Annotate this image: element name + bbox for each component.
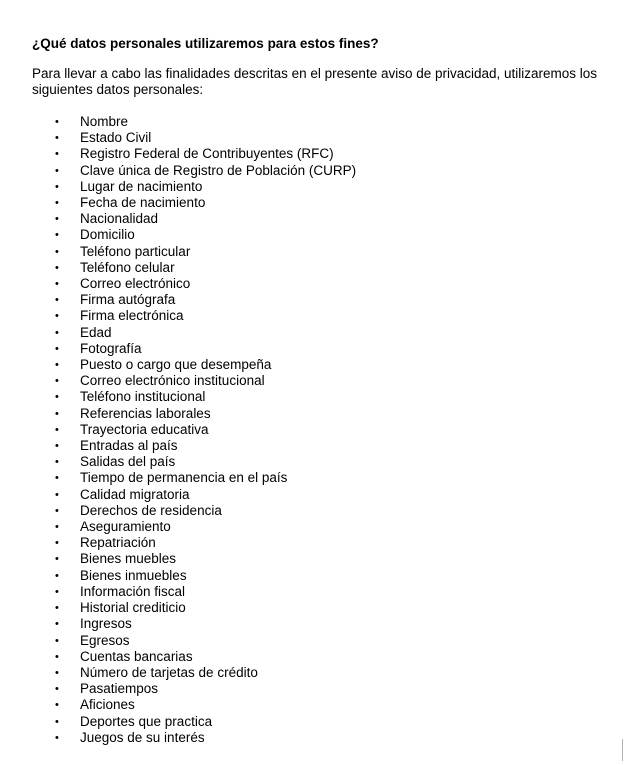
bullet-icon: • (55, 375, 59, 388)
bullet-icon: • (55, 683, 59, 696)
list-item (32, 681, 602, 697)
bullet-icon: • (55, 197, 59, 210)
list-item-text: Fotografía (80, 340, 142, 356)
bullet-icon: • (55, 213, 59, 226)
list-item-text: Calidad migratoria (80, 486, 190, 502)
list-item (32, 260, 602, 276)
bullet-icon: • (55, 488, 59, 501)
list-item (32, 551, 602, 567)
bullet-icon: • (55, 731, 59, 744)
list-item-text: Ingresos (80, 616, 132, 632)
list-item-text: Correo electrónico (80, 276, 191, 292)
bullet-icon: • (55, 229, 59, 242)
bullet-icon: • (55, 666, 59, 679)
list-item-text: Teléfono institucional (80, 389, 206, 405)
list-item (32, 373, 602, 389)
section-heading: ¿Qué datos personales utilizaremos para estos fines? (32, 36, 379, 51)
list-item (32, 163, 602, 179)
list-item (32, 519, 602, 535)
list-item-text: Teléfono celular (80, 259, 175, 275)
bullet-icon: • (55, 294, 59, 307)
list-item (32, 584, 602, 600)
list-item-text: Bienes inmuebles (80, 567, 187, 583)
list-item (32, 697, 602, 713)
bullet-icon: • (55, 359, 59, 372)
list-item (32, 195, 602, 211)
bullet-icon: • (55, 148, 59, 161)
list-item-text: Trayectoria educativa (80, 421, 209, 437)
bullet-icon: • (55, 715, 59, 728)
list-item (32, 600, 602, 616)
bullet-icon: • (55, 521, 59, 534)
list-item (32, 130, 602, 146)
list-item (32, 292, 602, 308)
list-item (32, 357, 602, 373)
list-item-text: Clave única de Registro de Población (CURP) (80, 162, 357, 178)
list-item (32, 179, 602, 195)
list-item-text: Fecha de nacimiento (80, 195, 206, 211)
list-item (32, 649, 602, 665)
list-item (32, 665, 602, 681)
list-item (32, 406, 602, 422)
list-item-text: Referencias laborales (80, 405, 211, 421)
list-item (32, 325, 602, 341)
list-item-text: Firma autógrafa (80, 292, 176, 308)
scroll-edge-mark (622, 739, 623, 761)
list-item-text: Deportes que practica (80, 713, 213, 729)
list-item-text: Egresos (80, 632, 130, 648)
list-item-text: Aficiones (80, 697, 135, 713)
list-item (32, 487, 602, 503)
list-item-text: Nacionalidad (80, 211, 159, 227)
list-item-text: Teléfono particular (80, 243, 191, 259)
list-item (32, 114, 602, 130)
list-item (32, 389, 602, 405)
list-item (32, 616, 602, 632)
list-item (32, 276, 602, 292)
list-item-text: Tiempo de permanencia en el país (80, 470, 288, 486)
list-item-text: Edad (80, 324, 112, 340)
list-item-text: Bienes muebles (80, 551, 177, 567)
list-item-text: Aseguramiento (80, 519, 171, 535)
document-page (32, 36, 602, 746)
list-item-text: Domicilio (80, 227, 135, 243)
bullet-icon: • (55, 310, 59, 323)
list-item-text: Historial crediticio (80, 600, 186, 616)
bullet-icon: • (55, 569, 59, 582)
list-item-text: Juegos de su interés (80, 729, 205, 745)
bullet-icon: • (55, 326, 59, 339)
bullet-icon: • (55, 391, 59, 404)
list-item (32, 244, 602, 260)
list-item (32, 730, 602, 746)
list-item (32, 438, 602, 454)
list-item-text: Firma electrónica (80, 308, 184, 324)
bullet-icon: • (55, 585, 59, 598)
bullet-icon: • (55, 423, 59, 436)
list-item-text: Información fiscal (80, 583, 186, 599)
list-item (32, 568, 602, 584)
list-item (32, 341, 602, 357)
bullet-icon: • (55, 132, 59, 145)
bullet-icon: • (55, 440, 59, 453)
list-item-text: Lugar de nacimiento (80, 178, 203, 194)
bullet-icon: • (55, 602, 59, 615)
list-item (32, 454, 602, 470)
bullet-icon: • (55, 261, 59, 274)
bullet-icon: • (55, 456, 59, 469)
list-item-text: Registro Federal de Contribuyentes (RFC) (80, 146, 334, 162)
bullet-icon: • (55, 407, 59, 420)
bullet-icon: • (55, 553, 59, 566)
list-item (32, 503, 602, 519)
list-item (32, 633, 602, 649)
list-item-text: Derechos de residencia (80, 502, 222, 518)
list-item-text: Estado Civil (80, 130, 152, 146)
bullet-icon: • (55, 634, 59, 647)
list-item (32, 714, 602, 730)
bullet-icon: • (55, 618, 59, 631)
list-item-text: Nombre (80, 114, 129, 129)
list-item-text: Pasatiempos (80, 681, 159, 697)
intro-paragraph: Para llevar a cabo las finalidades descritas en el presente aviso de privacidad, utilizaremos los siguientes datos personales: (32, 66, 598, 97)
list-item-text: Cuentas bancarias (80, 648, 193, 664)
bullet-icon: • (55, 164, 59, 177)
list-item (32, 422, 602, 438)
list-item (32, 535, 602, 551)
personal-data-list (32, 114, 602, 746)
bullet-icon: • (55, 504, 59, 517)
bullet-icon: • (55, 245, 59, 258)
bullet-icon: • (55, 342, 59, 355)
bullet-icon: • (55, 472, 59, 485)
list-item-text: Puesto o cargo que desempeña (80, 357, 272, 373)
list-item (32, 211, 602, 227)
bullet-icon: • (55, 650, 59, 663)
list-item-text: Entradas al país (80, 438, 178, 454)
list-item (32, 227, 602, 243)
list-item-text: Repatriación (80, 535, 156, 551)
bullet-icon: • (55, 537, 59, 550)
bullet-icon: • (55, 278, 59, 291)
list-item-text: Salidas del país (80, 454, 176, 470)
bullet-icon: • (55, 116, 59, 128)
list-item-text: Correo electrónico institucional (80, 373, 265, 389)
bullet-icon: • (55, 180, 59, 193)
list-item (32, 308, 602, 324)
bullet-icon: • (55, 699, 59, 712)
list-item-text: Número de tarjetas de crédito (80, 664, 258, 680)
list-item (32, 470, 602, 486)
list-item (32, 146, 602, 162)
